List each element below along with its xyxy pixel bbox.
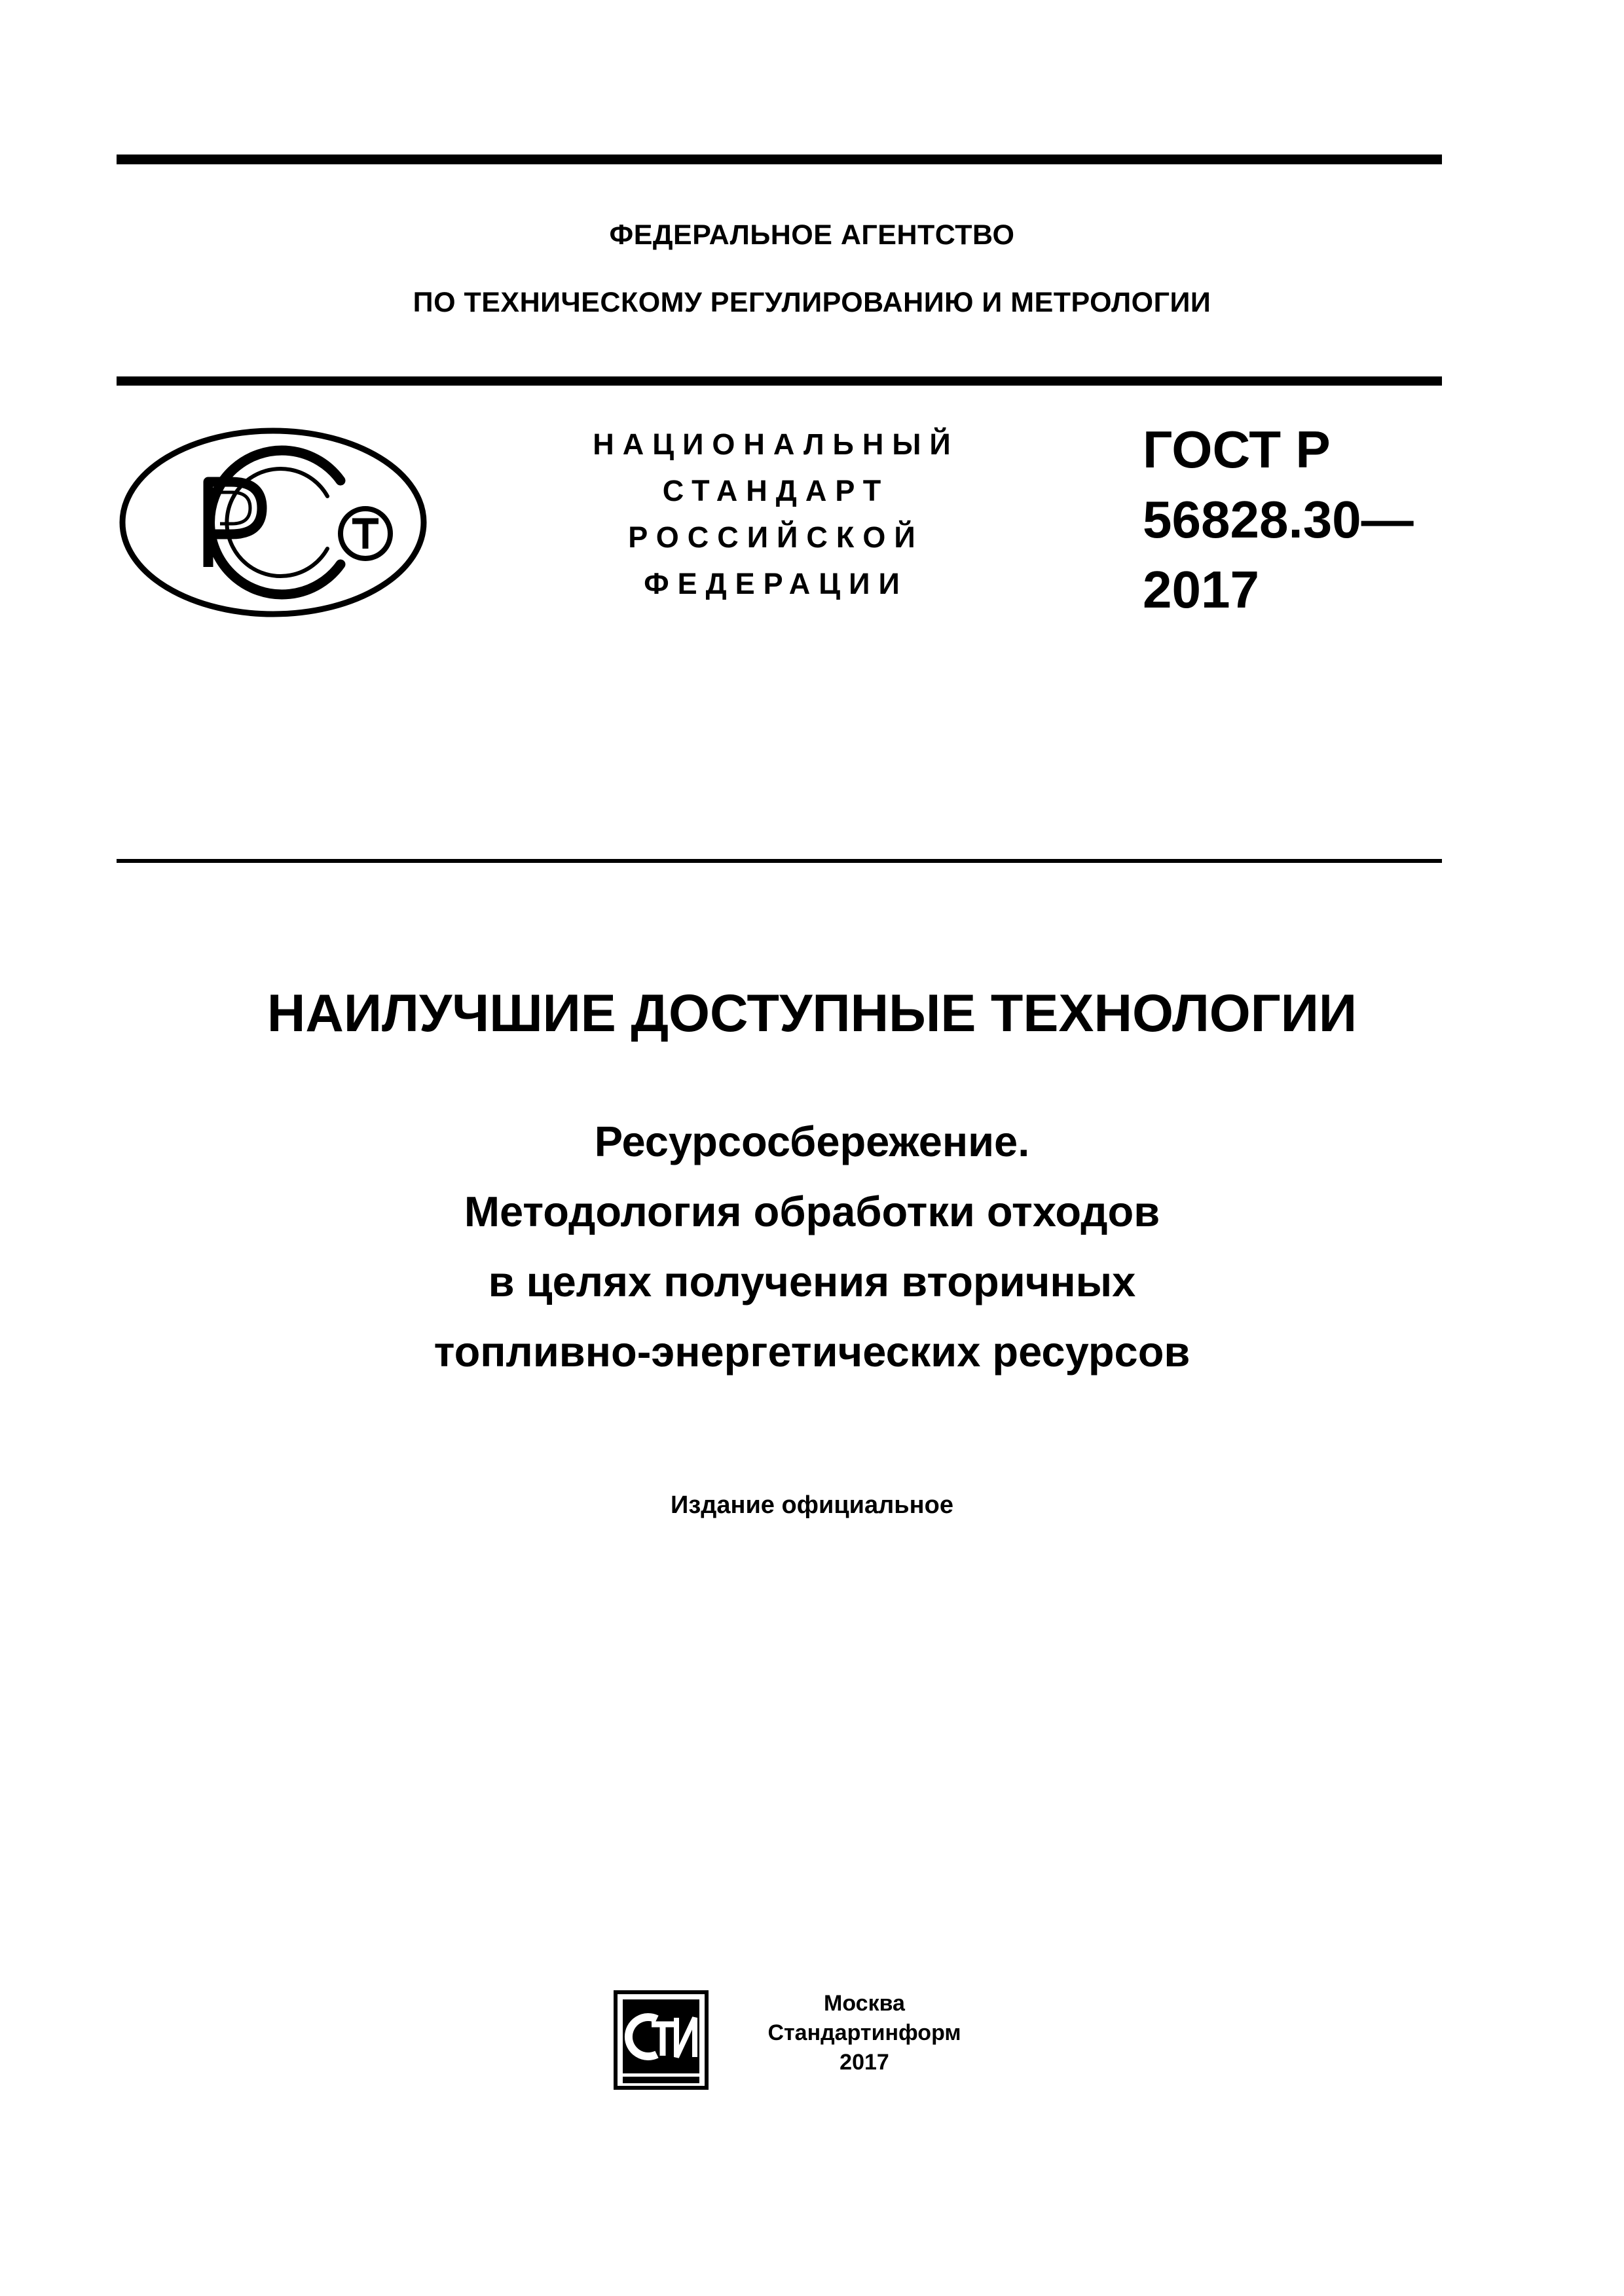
publisher-year: 2017 [840,2050,889,2075]
publisher-block [733,1989,995,2077]
subtitle-line: Ресурсосбережение. [594,1118,1030,1165]
gost-number-line: 56828.30— [1143,490,1414,549]
header-rule [117,376,1442,386]
national-standard-line: СТАНДАРТ [662,474,890,507]
subtitle-line: Методология обработки отходов [464,1188,1160,1235]
subtitle-line: в целях получения вторичных [488,1258,1136,1305]
national-standard-line: НАЦИОНАЛЬНЫЙ [593,428,959,461]
agency-line-2: ПО ТЕХНИЧЕСКОМУ РЕГУЛИРОВАНИЮ И МЕТРОЛОГИИ [413,287,1211,318]
standartinform-logo-icon [614,1990,709,2090]
document-title: НАИЛУЧШИЕ ДОСТУПНЫЕ ТЕХНОЛОГИИ [267,984,1357,1043]
title-rule [117,859,1442,863]
national-standard-line: РОССИЙСКОЙ [628,520,924,554]
national-standard-line: ФЕДЕРАЦИИ [644,567,908,600]
rst-certification-logo-icon [117,424,430,621]
national-standard-label [537,421,1015,607]
edition-label: Издание официальное [671,1491,953,1519]
gost-number [1143,414,1414,625]
gost-number-line: 2017 [1143,560,1259,619]
gost-number-line: ГОСТ Р [1143,420,1331,479]
document-subtitle [0,1106,1624,1387]
subtitle-line: топливно-энергетических ресурсов [434,1328,1190,1376]
publisher-city: Москва [824,1991,905,2016]
top-rule [117,155,1442,164]
publisher-name: Стандартинформ [767,2020,961,2045]
agency-line-1: ФЕДЕРАЛЬНОЕ АГЕНТСТВО [609,219,1015,251]
